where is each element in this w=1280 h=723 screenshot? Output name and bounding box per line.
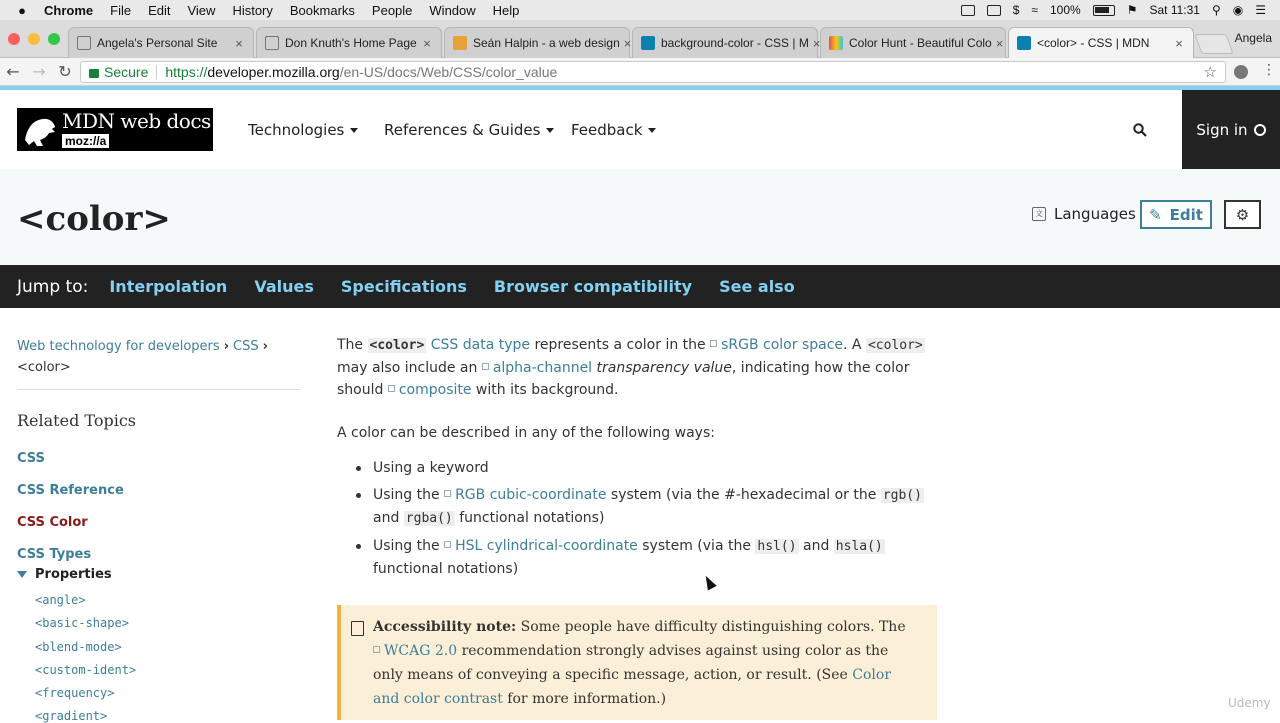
tab-sean-halpin[interactable] (444, 27, 630, 58)
text: Some people have difficulty distinguishing colors. The (516, 619, 906, 635)
list-item (337, 535, 937, 580)
list-item (337, 457, 937, 479)
text: and (373, 510, 404, 526)
menu-file[interactable]: File (110, 2, 132, 18)
close-tab-icon[interactable]: × (995, 35, 1004, 51)
reload-icon[interactable]: ↻ (58, 62, 72, 81)
sidebar-prop-frequency[interactable]: <frequency> (35, 686, 115, 700)
text: Using the (373, 538, 445, 554)
chevron-down-icon (546, 128, 554, 133)
text: Using a keyword (373, 460, 489, 476)
sidebar-prop-blend-mode[interactable]: <blend-mode> (35, 640, 122, 654)
battery-percent: 100% (1050, 3, 1081, 17)
external-link-icon (482, 363, 489, 370)
jump-to-label: Jump to: (17, 276, 89, 297)
code-color: <color> (867, 338, 923, 353)
breadcrumb (17, 336, 287, 378)
edit-label: Edit (1169, 205, 1203, 224)
profile-button[interactable]: Angela (1234, 31, 1272, 45)
url-scheme: https:// (165, 64, 208, 80)
link-color-contrast[interactable]: Color and color contrast (373, 667, 892, 707)
new-tab-button[interactable] (1194, 34, 1233, 54)
code-color: <color> (369, 338, 425, 353)
breadcrumb-css[interactable]: CSS (233, 339, 259, 354)
edit-button[interactable] (1140, 200, 1212, 229)
dollar-icon[interactable]: $ (1012, 3, 1020, 17)
nav-label: References & Guides (384, 121, 541, 139)
menu-app-name[interactable]: Chrome (44, 2, 94, 18)
link-wcag[interactable]: WCAG 2.0 (384, 643, 458, 659)
close-tab-icon[interactable]: × (423, 35, 431, 51)
code-rgb: rgb() (882, 488, 922, 503)
divider (156, 65, 157, 79)
tab-title: <color> - CSS | MDN (1037, 36, 1150, 50)
link-alpha-channel[interactable]: alpha-channel (492, 360, 593, 376)
clock[interactable]: Sat 11:31 (1149, 3, 1200, 17)
triangle-down-icon (17, 571, 27, 578)
sign-in-label: Sign in (1196, 120, 1248, 139)
logo-sub: moz://a (62, 134, 109, 148)
breadcrumb-separator: › (262, 339, 268, 354)
siri-icon[interactable]: ◉ (1232, 3, 1244, 17)
text: may also include an (337, 360, 482, 376)
spotlight-icon[interactable]: ⚲ (1211, 3, 1221, 17)
chrome-menu-icon[interactable]: ⋮ (1262, 62, 1276, 78)
tab-title: background-color - CSS | M (661, 36, 809, 50)
link-css-data-type[interactable]: CSS data type (430, 337, 531, 353)
address-bar[interactable] (80, 61, 1226, 83)
nav-label: Technologies (248, 121, 345, 139)
sidebar-link-css-color[interactable]: CSS Color (17, 515, 88, 530)
window-controls (8, 33, 60, 45)
nav-label: Feedback (571, 121, 643, 139)
minimize-window-icon[interactable] (28, 33, 40, 45)
external-link-icon (373, 646, 380, 653)
code-hsla: hsla() (835, 539, 883, 554)
flag-icon[interactable]: ⚑ (1126, 3, 1138, 17)
accessibility-note (337, 605, 937, 720)
macos-menu-bar (0, 0, 1280, 20)
link-srgb-color-space[interactable]: sRGB color space (721, 337, 844, 353)
browser-toolbar (0, 58, 1280, 86)
sidebar-prop-basic-shape[interactable]: <basic-shape> (35, 616, 129, 630)
properties-toggle[interactable] (17, 567, 112, 582)
menu-view[interactable]: View (187, 2, 216, 18)
battery-icon[interactable] (1093, 5, 1115, 16)
emphasis-text: transparency value (596, 360, 732, 376)
title-band (0, 169, 1280, 265)
sidebar-link-css-reference[interactable]: CSS Reference (17, 483, 124, 498)
forward-icon[interactable]: → (32, 62, 46, 81)
mdn-favicon (1017, 36, 1031, 50)
ways-list (337, 457, 937, 580)
lock-icon[interactable] (89, 69, 99, 78)
gear-icon: ⚙ (1235, 205, 1250, 224)
chevron-down-icon (648, 128, 656, 133)
pencil-icon: ✎ (1149, 205, 1162, 224)
apple-icon[interactable]: ● (18, 2, 26, 18)
tab-strip (0, 20, 1280, 58)
intro-paragraph (337, 334, 937, 401)
close-tab-icon[interactable]: × (812, 35, 821, 51)
text: for more information.) (502, 691, 667, 707)
close-tab-icon[interactable]: × (235, 35, 243, 51)
page-icon (265, 36, 279, 50)
jump-values[interactable]: Values (254, 277, 314, 296)
languages-label: Languages (1054, 205, 1136, 223)
text: , indicating how the color should (337, 360, 910, 398)
menu-window[interactable]: Window (429, 2, 476, 18)
search-icon[interactable] (1133, 123, 1147, 137)
close-window-icon[interactable] (8, 33, 20, 45)
breadcrumb-current: <color> (17, 360, 71, 375)
external-link-icon (444, 490, 451, 497)
sidebar-link-css[interactable]: CSS (17, 451, 45, 466)
article-body (337, 334, 937, 585)
nav-technologies[interactable] (248, 121, 358, 139)
related-topics-heading: Related Topics (17, 411, 136, 430)
text: represents a color in the (530, 337, 711, 353)
menu-edit[interactable]: Edit (148, 2, 171, 18)
text: system (via the (637, 538, 756, 554)
sean-favicon (453, 36, 467, 50)
external-link-icon (444, 541, 451, 548)
tab-title: Seán Halpin - a web design (473, 36, 620, 50)
extension-icon[interactable] (1234, 65, 1248, 79)
text: . A (843, 337, 866, 353)
secure-label[interactable]: Secure (104, 64, 149, 80)
breadcrumb-web-technology[interactable]: Web technology for developers (17, 339, 220, 354)
text: functional notations) (454, 510, 605, 526)
tab-color-hunt[interactable] (820, 27, 1006, 58)
settings-button[interactable] (1224, 200, 1261, 229)
external-link-icon (388, 385, 395, 392)
screen-record-icon[interactable] (961, 5, 975, 16)
url-host: developer.mozilla.org (207, 64, 340, 80)
text: The (337, 337, 368, 353)
tab-background-color[interactable] (632, 27, 821, 58)
sidebar-prop-custom-ident[interactable]: <custom-ident> (35, 663, 137, 677)
chevron-down-icon (350, 128, 358, 133)
ways-paragraph: A color can be described in any of the following ways: (337, 425, 715, 441)
url-path: /en-US/docs/Web/CSS/color_value (339, 64, 558, 80)
bookmark-star-icon[interactable]: ☆ (1203, 64, 1217, 81)
jump-specifications[interactable]: Specifications (340, 277, 467, 296)
status-area (961, 0, 1266, 20)
menu-history[interactable]: History (232, 2, 273, 18)
sidebar-link-css-types[interactable]: CSS Types (17, 547, 92, 562)
nav-references-guides[interactable] (384, 121, 554, 139)
page-icon (77, 36, 91, 50)
note-label: Accessibility note: (373, 619, 517, 635)
notification-center-icon[interactable]: ☰ (1255, 3, 1266, 17)
mdn-favicon (641, 36, 655, 50)
menu-help[interactable]: Help (492, 2, 520, 18)
mdn-header (0, 90, 1280, 169)
link-hsl-cylindrical[interactable]: HSL cylindrical-coordinate (455, 538, 638, 554)
text: functional notations) (373, 561, 519, 577)
jump-interpolation[interactable]: Interpolation (109, 277, 228, 296)
tab-title: Color Hunt - Beautiful Colo (849, 36, 992, 50)
nav-feedback[interactable] (571, 121, 656, 139)
sign-in-button[interactable] (1182, 90, 1280, 169)
note-icon (351, 621, 364, 636)
maximize-window-icon[interactable] (48, 33, 60, 45)
tab-knuth[interactable] (256, 27, 442, 58)
tab-title: Angela's Personal Site (97, 36, 218, 50)
tab-angelas-site[interactable] (68, 27, 254, 58)
jump-to-bar (0, 265, 1280, 308)
text: and (798, 538, 834, 554)
breadcrumb-separator: › (223, 339, 230, 354)
code-rgba: rgba() (405, 511, 453, 526)
close-tab-icon[interactable]: × (623, 35, 632, 51)
mdn-logo[interactable] (17, 108, 213, 151)
page-title: <color> (17, 199, 171, 239)
sidebar-divider (17, 389, 300, 390)
udemy-watermark: Udemy (1228, 696, 1271, 710)
colorhunt-favicon (829, 36, 843, 50)
dinosaur-icon (19, 110, 59, 149)
properties-label: Properties (35, 567, 112, 582)
link-composite[interactable]: composite (398, 382, 472, 398)
external-link-icon (710, 340, 717, 347)
sidebar-prop-angle[interactable]: <angle> (35, 593, 86, 607)
list-item (337, 484, 937, 530)
text: system (via the #-hexadecimal or the (606, 487, 881, 503)
tab-title: Don Knuth's Home Page (285, 36, 417, 50)
github-icon (1254, 124, 1266, 136)
text: with its background. (471, 382, 619, 398)
jump-see-also[interactable]: See also (719, 277, 795, 296)
back-icon[interactable]: ← (6, 62, 20, 81)
display-icon[interactable] (987, 5, 1001, 16)
close-tab-icon[interactable]: × (1175, 35, 1183, 51)
languages-button[interactable] (1032, 205, 1136, 223)
menu-bookmarks[interactable]: Bookmarks (289, 2, 355, 18)
code-hsl: hsl() (757, 539, 797, 554)
text: recommendation strongly advises against using color as the only means of conveying a specific message, action, or result. (See (373, 643, 889, 683)
language-icon: 文 (1032, 207, 1046, 221)
wifi-icon[interactable]: ≈ (1031, 3, 1038, 17)
link-rgb-cubic[interactable]: RGB cubic-coordinate (455, 487, 607, 503)
jump-browser-compatibility[interactable]: Browser compatibility (493, 277, 693, 296)
text: Using the (373, 487, 445, 503)
menu-people[interactable]: People (371, 2, 413, 18)
tab-color-mdn[interactable] (1008, 27, 1194, 58)
sidebar-prop-gradient[interactable]: <gradient> (35, 709, 108, 723)
logo-text: MDN web docs (62, 109, 211, 133)
